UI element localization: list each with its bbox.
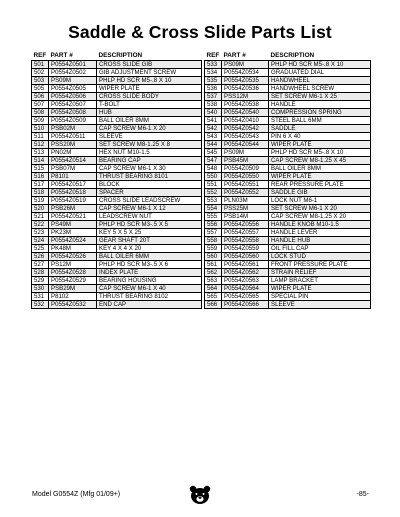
part-number-cell: P0554Z0521 — [49, 213, 97, 221]
description-cell: SET SCREW M6-1 X 25 — [269, 93, 371, 101]
parts-table-right — [204, 51, 371, 309]
part-number-cell: P0554Z0562 — [222, 269, 269, 277]
description-cell: CAP SCREW M6-1 X 20 — [97, 125, 202, 133]
ref-header: REF — [206, 52, 220, 59]
ref-cell: 561 — [205, 261, 222, 269]
part-number-cell: P0554Z0502 — [49, 69, 97, 77]
description-cell: INDEX PLATE — [97, 269, 202, 277]
ref-cell: 509 — [32, 117, 49, 125]
ref-cell: 534 — [205, 69, 222, 77]
table-row — [32, 117, 202, 125]
table-row — [205, 157, 371, 165]
table-row — [205, 69, 371, 77]
description-cell: OIL FILL CAP — [269, 245, 371, 253]
ref-cell: 503 — [32, 77, 49, 85]
description-cell: HUB — [97, 109, 202, 117]
table-row — [205, 109, 371, 117]
parts-table-left — [31, 51, 202, 309]
description-cell: SADDLE GIB — [269, 189, 371, 197]
description-cell: CROSS SLIDE BODY — [97, 93, 202, 101]
description-cell: PHLP HD SCR M5-.8 X 10 — [97, 77, 202, 85]
page-number: -85- — [356, 491, 369, 498]
ref-cell: 560 — [205, 253, 222, 261]
part-number-cell: PSB14M — [222, 213, 269, 221]
ref-cell: 559 — [205, 245, 222, 253]
ref-cell: 523 — [32, 229, 49, 237]
table-row — [32, 77, 202, 85]
table-row — [205, 253, 371, 261]
ref-cell: 508 — [32, 109, 49, 117]
part-number-cell: P0554Z0550 — [222, 173, 269, 181]
ref-cell: 555 — [205, 213, 222, 221]
part-number-cell: P0554Z0559 — [222, 245, 269, 253]
part-number-cell: P8102 — [49, 293, 97, 301]
table-row — [32, 61, 202, 69]
description-cell: SLEEVE — [97, 133, 202, 141]
part-number-cell: PN02M — [49, 149, 97, 157]
part-number-cell: PK23M — [49, 229, 97, 237]
table-row — [205, 165, 371, 173]
part-number-cell: PSS25M — [222, 205, 269, 213]
table-row — [205, 229, 371, 237]
ref-cell: 515 — [32, 165, 49, 173]
ref-cell: 527 — [32, 261, 49, 269]
description-header: DESCRIPTION — [270, 52, 315, 59]
part-number-cell: P0554Z0561 — [222, 261, 269, 269]
part-number-cell: P0554Z0501 — [49, 61, 97, 69]
description-cell: HANDLE — [269, 101, 371, 109]
part-number-cell: P0554Z0524 — [49, 237, 97, 245]
part-number-cell: P0554Z0565 — [222, 293, 269, 301]
description-cell: LOCK STUD — [269, 253, 371, 261]
page-title: Saddle & Cross Slide Parts List — [68, 22, 332, 42]
description-cell: SET SCREW M6-1 X 20 — [269, 205, 371, 213]
description-cell: CROSS SLIDE GIB — [97, 61, 202, 69]
table-row — [32, 197, 202, 205]
table-row — [32, 253, 202, 261]
description-cell: SLEEVE — [269, 301, 371, 309]
table-row — [205, 269, 371, 277]
part-number-cell: PSS12M — [222, 93, 269, 101]
ref-cell: 538 — [205, 101, 222, 109]
part-number-cell: PLN03M — [222, 197, 269, 205]
table-row — [32, 285, 202, 293]
part-number-cell: P0554Z0552 — [222, 189, 269, 197]
ref-cell: 530 — [32, 285, 49, 293]
description-cell: CAP SCREW M6-1 X 12 — [97, 205, 202, 213]
part-number-cell: P0554Z0540 — [222, 109, 269, 117]
table-row — [32, 277, 202, 285]
part-number-cell: P0554Z0536 — [222, 85, 269, 93]
ref-cell: 520 — [32, 205, 49, 213]
ref-cell: 522 — [32, 221, 49, 229]
table-row — [32, 141, 202, 149]
description-cell: HANDWHEEL — [269, 77, 371, 85]
table-row — [205, 285, 371, 293]
description-cell: BEARING HOUSING — [97, 277, 202, 285]
table-row — [32, 109, 202, 117]
description-cell: PIN 6 X 40 — [269, 133, 371, 141]
part-number-cell: PSB26M — [49, 205, 97, 213]
description-cell: STEEL BALL 6MM — [269, 117, 371, 125]
ref-cell: 554 — [205, 205, 222, 213]
ref-cell: 514 — [32, 157, 49, 165]
table-row — [32, 245, 202, 253]
description-cell: HANDLE LEVER — [269, 229, 371, 237]
ref-cell: 511 — [32, 133, 49, 141]
part-number-cell: P0554Z0532 — [49, 301, 97, 309]
part-number-cell: P0554Z0563 — [222, 277, 269, 285]
table-header-row — [205, 51, 371, 61]
description-cell: END CAP — [97, 301, 202, 309]
ref-cell: 553 — [205, 197, 222, 205]
description-cell: BEARING CAP — [97, 157, 202, 165]
table-row — [205, 245, 371, 253]
part-number-cell: P0554Z0511 — [49, 133, 97, 141]
ref-cell: 557 — [205, 229, 222, 237]
description-cell: HEX NUT M10-1.5 — [97, 149, 202, 157]
part-number-cell: P0554Z0557 — [222, 229, 269, 237]
description-cell: LEADSCREW NUT — [97, 213, 202, 221]
ref-cell: 516 — [32, 173, 49, 181]
ref-cell: 564 — [205, 285, 222, 293]
ref-cell: 543 — [205, 133, 222, 141]
description-cell: HANDLE KNOB M10-1.5 — [269, 221, 371, 229]
description-cell: SPECIAL PIN — [269, 293, 371, 301]
part-number-cell: P0554Z0508 — [49, 109, 97, 117]
table-row — [32, 149, 202, 157]
ref-cell: 502 — [32, 69, 49, 77]
table-header-row — [32, 51, 202, 61]
part-number-cell: P0554Z0529 — [49, 277, 97, 285]
ref-cell: 540 — [205, 109, 222, 117]
table-row — [205, 93, 371, 101]
description-cell: PHLP HD SCR M3-.5 X 5 — [97, 221, 202, 229]
part-number-cell: P0554Z0509 — [222, 165, 269, 173]
table-row — [205, 181, 371, 189]
description-cell: BALL OILER 8MM — [269, 165, 371, 173]
ref-cell: 562 — [205, 269, 222, 277]
part-number-cell: PSS20M — [49, 141, 97, 149]
table-row — [205, 197, 371, 205]
table-row — [32, 229, 202, 237]
ref-cell: 512 — [32, 141, 49, 149]
part-number-cell: P0554Z0558 — [222, 237, 269, 245]
description-cell: HANDLE HUB — [269, 237, 371, 245]
description-cell: CAP SCREW M6-1 X 30 — [97, 165, 202, 173]
part-number-cell: P0554Z0519 — [49, 197, 97, 205]
ref-cell: 521 — [32, 213, 49, 221]
table-row — [205, 149, 371, 157]
table-row — [32, 261, 202, 269]
part-number-cell: P0554Z0544 — [222, 141, 269, 149]
part-number-cell: P0554Z0538 — [222, 101, 269, 109]
part-number-cell: P0554Z0410 — [222, 117, 269, 125]
part-number-cell: PS09M — [222, 61, 269, 69]
ref-cell: 533 — [205, 61, 222, 69]
description-cell: BALL OILER 8MM — [97, 117, 202, 125]
table-row — [32, 165, 202, 173]
ref-cell: 505 — [32, 85, 49, 93]
table-row — [205, 205, 371, 213]
table-row — [32, 101, 202, 109]
part-number-cell: PK48M — [49, 245, 97, 253]
table-row — [205, 125, 371, 133]
part-number-cell: PS12M — [49, 261, 97, 269]
part-number-cell: P0554Z0518 — [49, 189, 97, 197]
part-number-cell: P0554Z0528 — [49, 269, 97, 277]
part-number-cell: PSB45M — [222, 157, 269, 165]
ref-cell: 558 — [205, 237, 222, 245]
ref-cell: 556 — [205, 221, 222, 229]
part-number-cell: P0554Z0507 — [49, 101, 97, 109]
ref-cell: 535 — [205, 77, 222, 85]
table-row — [205, 301, 371, 309]
part-header: PART # — [223, 52, 246, 59]
part-header: PART # — [50, 52, 73, 59]
part-number-cell: PSB29M — [49, 285, 97, 293]
ref-cell: 547 — [205, 157, 222, 165]
description-cell: WIPER PLATE — [269, 173, 371, 181]
ref-cell: 532 — [32, 301, 49, 309]
table-row — [32, 93, 202, 101]
description-cell: WIPER PLATE — [97, 85, 202, 93]
ref-cell: 528 — [32, 269, 49, 277]
part-number-cell: PS49M — [49, 221, 97, 229]
ref-cell: 524 — [32, 237, 49, 245]
ref-cell: 550 — [205, 173, 222, 181]
ref-cell: 506 — [32, 93, 49, 101]
table-row — [32, 301, 202, 309]
ref-cell: 531 — [32, 293, 49, 301]
part-number-cell: P0554Z0551 — [222, 181, 269, 189]
ref-cell: 518 — [32, 189, 49, 197]
part-number-cell: P0554Z0543 — [222, 133, 269, 141]
table-row — [32, 221, 202, 229]
table-row — [205, 221, 371, 229]
ref-cell: 526 — [32, 253, 49, 261]
part-number-cell: PS09M — [49, 77, 97, 85]
description-cell: LAMP BRACKET — [269, 277, 371, 285]
ref-cell: 548 — [205, 165, 222, 173]
description-cell: CAP SCREW M8-1.25 X 20 — [269, 213, 371, 221]
table-row — [205, 117, 371, 125]
description-cell: KEY 4 X 4 X 20 — [97, 245, 202, 253]
ref-cell: 510 — [32, 125, 49, 133]
description-cell: GIB ADJUSTMENT SCREW — [97, 69, 202, 77]
description-cell: SET SCREW M8-1.25 X 8 — [97, 141, 202, 149]
table-row — [32, 85, 202, 93]
ref-cell: 563 — [205, 277, 222, 285]
ref-cell: 536 — [205, 85, 222, 93]
table-row — [32, 133, 202, 141]
table-row — [205, 173, 371, 181]
ref-cell: 542 — [205, 125, 222, 133]
description-cell: CAP SCREW M6-1 X 40 — [97, 285, 202, 293]
table-row — [32, 125, 202, 133]
description-cell: KEY 5 X 5 X 25 — [97, 229, 202, 237]
part-number-cell: P0554Z0542 — [222, 125, 269, 133]
description-cell: FRONT PRESSURE PLATE — [269, 261, 371, 269]
table-row — [32, 181, 202, 189]
ref-cell: 537 — [205, 93, 222, 101]
description-cell: PHLP HD SCR M5-.8 X 10 — [269, 149, 371, 157]
grizzly-bear-head-icon — [189, 485, 211, 505]
description-cell: CROSS SLIDE LEADSCREW — [97, 197, 202, 205]
table-row — [32, 189, 202, 197]
table-row — [205, 77, 371, 85]
description-cell: T-BOLT — [97, 101, 202, 109]
table-row — [32, 213, 202, 221]
ref-cell: 566 — [205, 301, 222, 309]
part-number-cell: P0554Z0556 — [222, 221, 269, 229]
table-row — [32, 237, 202, 245]
table-row — [205, 237, 371, 245]
description-cell: SPACER — [97, 189, 202, 197]
table-row — [205, 293, 371, 301]
table-row — [32, 173, 202, 181]
description-cell: SADDLE — [269, 125, 371, 133]
ref-cell: 565 — [205, 293, 222, 301]
description-cell: STRAIN RELIEF — [269, 269, 371, 277]
ref-cell: 544 — [205, 141, 222, 149]
table-row — [32, 205, 202, 213]
description-cell: WIPER PLATE — [269, 141, 371, 149]
description-header: DESCRIPTION — [98, 52, 143, 59]
description-cell: REAR PRESSURE PLATE — [269, 181, 371, 189]
description-cell: THRUST BEARING 8101 — [97, 173, 202, 181]
ref-cell: 519 — [32, 197, 49, 205]
description-cell: CAP SCREW M8-1.25 X 45 — [269, 157, 371, 165]
description-cell: BLOCK — [97, 181, 202, 189]
ref-cell: 551 — [205, 181, 222, 189]
description-cell: WIPER PLATE — [269, 285, 371, 293]
part-number-cell: PSB02M — [49, 125, 97, 133]
table-row — [205, 261, 371, 269]
part-number-cell: P0554Z0517 — [49, 181, 97, 189]
ref-cell: 541 — [205, 117, 222, 125]
table-row — [205, 101, 371, 109]
footer-model: Model G0554Z (Mfg 01/09+) — [32, 491, 121, 498]
description-cell: BALL OILER 6MM — [97, 253, 202, 261]
part-number-cell: P0554Z0506 — [49, 93, 97, 101]
part-number-cell: P0554Z0560 — [222, 253, 269, 261]
table-row — [205, 61, 371, 69]
description-cell: GEAR SHAFT 20T — [97, 237, 202, 245]
ref-cell: 517 — [32, 181, 49, 189]
description-cell: PHLP HD SCR M3-.5 X 6 — [97, 261, 202, 269]
description-cell: GRADUATED DIAL — [269, 69, 371, 77]
table-row — [205, 277, 371, 285]
part-number-cell: P0554Z0526 — [49, 253, 97, 261]
part-number-cell: P0554Z0509 — [49, 117, 97, 125]
ref-cell: 501 — [32, 61, 49, 69]
ref-cell: 507 — [32, 101, 49, 109]
table-row — [32, 69, 202, 77]
description-cell: LOCK NUT M6-1 — [269, 197, 371, 205]
table-row — [205, 85, 371, 93]
part-number-cell: P0554Z0535 — [222, 77, 269, 85]
ref-cell: 513 — [32, 149, 49, 157]
ref-cell: 529 — [32, 277, 49, 285]
part-number-cell: PSB07M — [49, 165, 97, 173]
part-number-cell: P8101 — [49, 173, 97, 181]
description-cell: THRUST BEARING 8102 — [97, 293, 202, 301]
ref-cell: 525 — [32, 245, 49, 253]
table-row — [205, 141, 371, 149]
part-number-cell: P0554Z0534 — [222, 69, 269, 77]
ref-cell: 552 — [205, 189, 222, 197]
part-number-cell: P0554Z0564 — [222, 285, 269, 293]
part-number-cell: P0554Z0505 — [49, 85, 97, 93]
table-row — [205, 189, 371, 197]
part-number-cell: PS09M — [222, 149, 269, 157]
ref-header: REF — [33, 52, 47, 59]
table-row — [32, 157, 202, 165]
table-row — [205, 213, 371, 221]
description-cell: PHLP HD SCR M5-.8 X 10 — [269, 61, 371, 69]
description-cell: HANDWHEEL SCREW — [269, 85, 371, 93]
ref-cell: 545 — [205, 149, 222, 157]
part-number-cell: P0554Z0566 — [222, 301, 269, 309]
table-row — [32, 269, 202, 277]
description-cell: COMPRESSION SPRING — [269, 109, 371, 117]
table-row — [32, 293, 202, 301]
table-row — [205, 133, 371, 141]
part-number-cell: P0554Z0514 — [49, 157, 97, 165]
